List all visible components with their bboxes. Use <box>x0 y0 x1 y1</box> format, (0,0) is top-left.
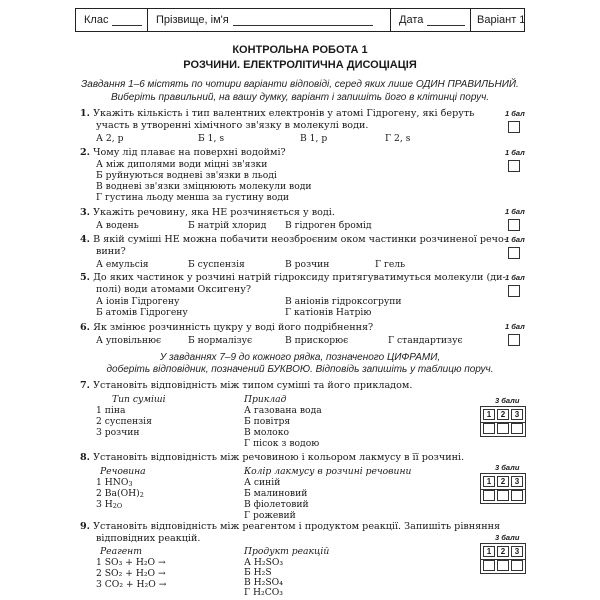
variant-label: Варіант 1 <box>477 14 526 26</box>
surname-field[interactable] <box>148 9 391 31</box>
q7-answer-cell-3[interactable] <box>511 423 523 434</box>
q8-right-d: Г рожевий <box>244 510 296 521</box>
question-4-line-2: вини? <box>96 246 126 257</box>
q5-option-a: А іонів Гідрогену <box>96 296 180 307</box>
question-5-line-2: полі) води атомами Оксигену? <box>96 284 252 295</box>
q8-left-head: Речовина <box>100 466 146 477</box>
question-9-line-2: відповідних реакцій. <box>96 533 201 544</box>
q7-left-1: 1 піна <box>96 405 126 416</box>
q9-right-a: А H₂SO₃ <box>244 557 284 568</box>
q5-points: 1 бал <box>505 273 525 282</box>
q7-grid-label-1: 1 <box>483 409 495 420</box>
q8-right-a: А синій <box>244 477 281 488</box>
q9-answer-cell-2[interactable] <box>497 560 509 571</box>
question-4-line-1: 4. В якій суміші НЕ можна побачити неозброєним оком частинки розчиненої речо- <box>80 234 508 245</box>
q9-grid-label-1: 1 <box>483 546 495 557</box>
q3-option-a: А водень <box>96 220 139 231</box>
q5-answer-box[interactable] <box>508 285 520 297</box>
q9-left-1: 1 SO₃ + H₂O → <box>96 557 166 568</box>
q6-option-b: Б нормалізує <box>188 335 253 346</box>
q8-right-b: Б малиновий <box>244 488 308 499</box>
question-3-line-1: 3. Укажіть речовину, яка НЕ розчиняється у воді. <box>80 207 335 218</box>
q6-answer-box[interactable] <box>508 334 520 346</box>
class-label: Клас <box>84 14 109 26</box>
q1-answer-box[interactable] <box>508 121 520 133</box>
q7-grid-label-2: 2 <box>497 409 509 420</box>
q9-right-d: Г H₂CO₃ <box>244 587 283 598</box>
q9-answer-cell-3[interactable] <box>511 560 523 571</box>
q7-left-3: 3 розчин <box>96 427 140 438</box>
q5-option-b: Б атомів Гідрогену <box>96 307 188 318</box>
q5-option-d: Г катіонів Натрію <box>285 307 372 318</box>
q8-answer-row <box>480 488 526 504</box>
q9-left-2: 2 SO₂ + H₂O → <box>96 568 166 579</box>
q6-option-c: В прискорює <box>285 335 349 346</box>
q1-option-c: В 1, p <box>300 133 328 144</box>
question-2-line-1: 2. Чому лід плаває на поверхні водоймі? <box>80 147 286 158</box>
q7-right-a: А газована вода <box>244 405 322 416</box>
instructions-line-1: Завдання 1–6 містять по чотири варіанти відповіді, серед яких лише ОДИН ПРАВИЛЬНИЙ. <box>81 79 519 90</box>
page-title: КОНТРОЛЬНА РОБОТА 1 <box>232 44 368 56</box>
q7-answer-row <box>480 421 526 437</box>
q2-option-a: А між диполями води міцні зв'язки <box>96 159 268 170</box>
q6-points: 1 бал <box>505 322 525 331</box>
q9-answer-row <box>480 558 526 574</box>
q1-option-a: А 2, p <box>96 133 124 144</box>
q8-answer-cell-3[interactable] <box>511 490 523 501</box>
q1-points: 1 бал <box>505 109 525 118</box>
question-6-line-1: 6. Як змінює розчинність цукру у воді його подрібнення? <box>80 322 374 333</box>
q8-left-1: 1 HNO3 <box>96 477 133 488</box>
q4-answer-box[interactable] <box>508 247 520 259</box>
page-subtitle: РОЗЧИНИ. ЕЛЕКТРОЛІТИЧНА ДИСОЦІАЦІЯ <box>183 59 417 71</box>
q7-right-c: В молоко <box>244 427 289 438</box>
q8-right-head: Колір лакмусу в розчині речовини <box>244 466 412 477</box>
q8-answer-cell-1[interactable] <box>483 490 495 501</box>
q8-points: 3 бали <box>495 463 520 472</box>
question-1-line-2: участь в утворенні хімічного зв'язку в молекулі води. <box>96 120 369 131</box>
q9-left-head: Реагент <box>100 546 142 557</box>
question-1-line-1: 1. Укажіть кількість і тип валентних електронів у атомі Гідрогену, які беруть <box>80 108 475 119</box>
q3-option-b: Б натрій хлорид <box>188 220 267 231</box>
instructions-line-2: Виберіть правильний, на вашу думку, варіант і запишіть його в клітинці поруч. <box>110 92 490 103</box>
surname-label: Прізвище, ім'я <box>156 14 229 26</box>
q7-left-2: 2 суспензія <box>96 416 152 427</box>
date-label: Дата <box>399 14 424 26</box>
q7-right-b: Б повітря <box>244 416 291 427</box>
q4-option-a: А емульсія <box>96 259 149 270</box>
q5-option-c: В аніонів гідроксогрупи <box>285 296 402 307</box>
question-7-line-1: 7. Установіть відповідність між типом суміші та його прикладом. <box>80 380 413 391</box>
question-5-line-1: 5. До яких частинок у розчині натрій гідроксиду притягуватимуться молекули (ди- <box>80 272 506 283</box>
q3-answer-box[interactable] <box>508 219 520 231</box>
q2-option-c: В водневі зв'язки зміцнюють молекули води <box>96 181 312 192</box>
instructions2-line-1: У завданнях 7–9 до кожного рядка, позначеного ЦИФРАМИ, <box>159 352 441 363</box>
q4-option-c: В розчин <box>285 259 330 270</box>
q6-option-a: А уповільнює <box>96 335 162 346</box>
q9-right-c: В H₂SO₄ <box>244 577 283 588</box>
q9-answer-cell-1[interactable] <box>483 560 495 571</box>
q9-right-head: Продукт реакцій <box>244 546 330 557</box>
q7-answer-cell-2[interactable] <box>497 423 509 434</box>
q9-points: 3 бали <box>495 533 520 542</box>
q1-option-b: Б 1, s <box>198 133 225 144</box>
q8-left-3: 3 H2O <box>96 499 123 510</box>
q3-option-c: В гідроген бромід <box>285 220 372 231</box>
q2-points: 1 бал <box>505 148 525 157</box>
q4-points: 1 бал <box>505 235 525 244</box>
q8-grid-label-1: 1 <box>483 476 495 487</box>
q7-right-head: Приклад <box>244 394 287 405</box>
q8-answer-cell-2[interactable] <box>497 490 509 501</box>
q9-grid-label-3: 3 <box>511 546 523 557</box>
q7-left-head: Тип суміші <box>112 394 166 405</box>
q4-option-d: Г гель <box>375 259 406 270</box>
q2-answer-box[interactable] <box>508 160 520 172</box>
q6-option-d: Г стандартизує <box>388 335 463 346</box>
q8-left-2: 2 Ba(OH)2 <box>96 488 144 499</box>
date-field[interactable] <box>391 9 471 31</box>
class-field[interactable] <box>76 9 148 31</box>
q8-grid-label-3: 3 <box>511 476 523 487</box>
q1-option-d: Г 2, s <box>385 133 411 144</box>
q2-option-d: Г густина льоду менша за густину води <box>96 192 290 203</box>
q7-right-d: Г пісок з водою <box>244 438 320 449</box>
q7-grid-label-3: 3 <box>511 409 523 420</box>
q3-points: 1 бал <box>505 207 525 216</box>
q7-points: 3 бали <box>495 396 520 405</box>
header-bar <box>75 8 525 32</box>
question-9-line-1: 9. Установіть відповідність між реагентом і продуктом реакції. Запишіть рівняння <box>80 521 501 532</box>
q7-answer-cell-1[interactable] <box>483 423 495 434</box>
q2-option-b: Б руйнуються водневі зв'язки в льоді <box>96 170 277 181</box>
q8-right-c: В фіолетовий <box>244 499 309 510</box>
q9-grid-label-2: 2 <box>497 546 509 557</box>
q9-right-b: Б H₂S <box>244 567 272 578</box>
question-8-line-1: 8. Установіть відповідність між речовиною і кольором лакмусу в її розчині. <box>80 452 465 463</box>
q4-option-b: Б суспензія <box>188 259 245 270</box>
q8-grid-label-2: 2 <box>497 476 509 487</box>
q9-left-3: 3 CO₂ + H₂O → <box>96 579 167 590</box>
instructions2-line-2: доберіть відповідник, позначений БУКВОЮ. Відповідь запишіть у таблицю поруч. <box>106 364 494 375</box>
